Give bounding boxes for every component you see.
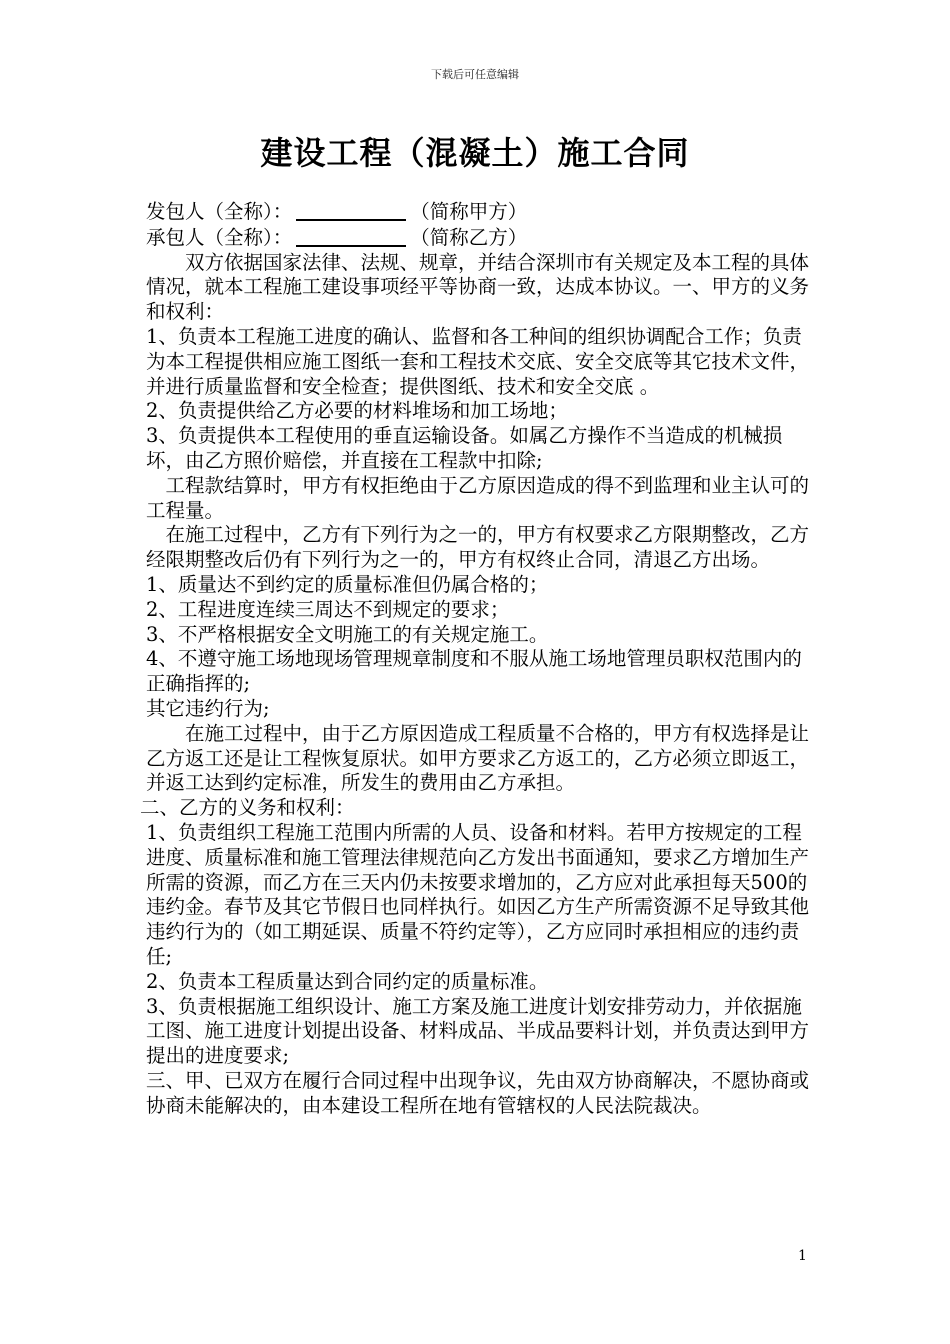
party-a-line [146,199,814,225]
page-number: 1 [798,1248,807,1264]
paragraph: 在施工过程中，乙方有下列行为之一的，甲方有权要求乙方限期整改，乙方经限期整改后仍有下列行为之一的，甲方有权终止合同，清退乙方出场。 [146,523,810,572]
paragraph: 1、质量达不到约定的质量标准但仍属合格的； [146,572,549,596]
contract-body [140,199,814,1118]
paragraph: 4、不遵守施工场地现场管理规章制度和不服从施工场地管理员职权范围内的正确指挥的; [146,647,802,696]
section-heading: 二、乙方的义务和权利： [140,796,355,820]
party-a-label: 发包人（全称）： [146,200,293,223]
party-b-name-blank [296,225,406,247]
paragraph: 2、工程进度连续三周达不到规定的要求； [146,597,510,621]
party-a-name-blank [296,199,406,221]
header-note: 下载后可任意编辑 [431,68,519,81]
paragraph: 3、负责提供本工程使用的垂直运输设备。如属乙方操作不当造成的机械损坏，由乙方照价赔偿，并直接在工程款中扣除; [146,424,783,472]
paragraph: 3、不严格根据安全文明施工的有关规定施工。 [146,622,549,646]
paragraph: 工程款结算时，甲方有权拒绝由于乙方原因造成的得不到监理和业主认可的工程量。 [146,473,810,522]
paragraph: 在施工过程中，由于乙方原因造成工程质量不合格的，甲方有权选择是让乙方返工还是让工程恢复原状。如甲方要求乙方返工的，乙方必须立即返工，并返工达到约定标准，所发生的费用由乙方承担。 [146,721,810,795]
paragraph: 2、负责提供给乙方必要的材料堆场和加工场地； [146,399,568,423]
paragraph: 其它违约行为; [146,696,270,720]
party-a-abbr: （简称甲方） [410,200,528,223]
paragraph: 3、负责根据施工组织设计、施工方案及施工进度计划安排劳动力，并依据施工图、施工进度计划提出设备、材料成品、半成品要料计划，并负责达到甲方提出的进度要求; [146,994,810,1068]
party-b-abbr: （简称乙方） [410,225,528,249]
paragraph: 三、甲、已双方在履行合同过程中出现争议，先由双方协商解决，不愿协商或协商未能解决的，由本建设工程所在地有管辖权的人民法院裁决。 [146,1068,810,1117]
paragraph: 1、负责本工程施工进度的确认、监督和各工种间的组织协调配合工作；负责为本工程提供相应施工图纸一套和工程技术交底、安全交底等其它技术文件，并进行质量监督和安全检查；提供图纸、技术和安全交底 。 [146,324,810,398]
paragraph: 双方依据国家法律、法规、规章，并结合深圳市有关规定及本工程的具体情况，就本工程施工建设事项经平等协商一致，达成本协议。一、甲方的义务和权利： [146,250,810,324]
party-b-label: 承包人（全称）： [146,225,293,249]
party-b-line [146,225,814,251]
paragraph: 1、负责组织工程施工范围内所需的人员、设备和材料。若甲方按规定的工程进度、质量标准和施工管理法律规范向乙方发出书面通知，要求乙方增加生产所需的资源，而乙方在三天内仍未按要求增加的，乙方应对此承担每天500的违约金。春节及其它节假日也同样执行。如因乙方生产所需资源不足导致其他违约行为的（如工期延误、质量不符约定等），乙方应同时承担相应的违约责任; [146,820,810,968]
document-title: 建设工程（混凝土）施工合同 [260,134,690,172]
paragraph: 2、负责本工程质量达到合同约定的质量标准。 [146,969,549,993]
